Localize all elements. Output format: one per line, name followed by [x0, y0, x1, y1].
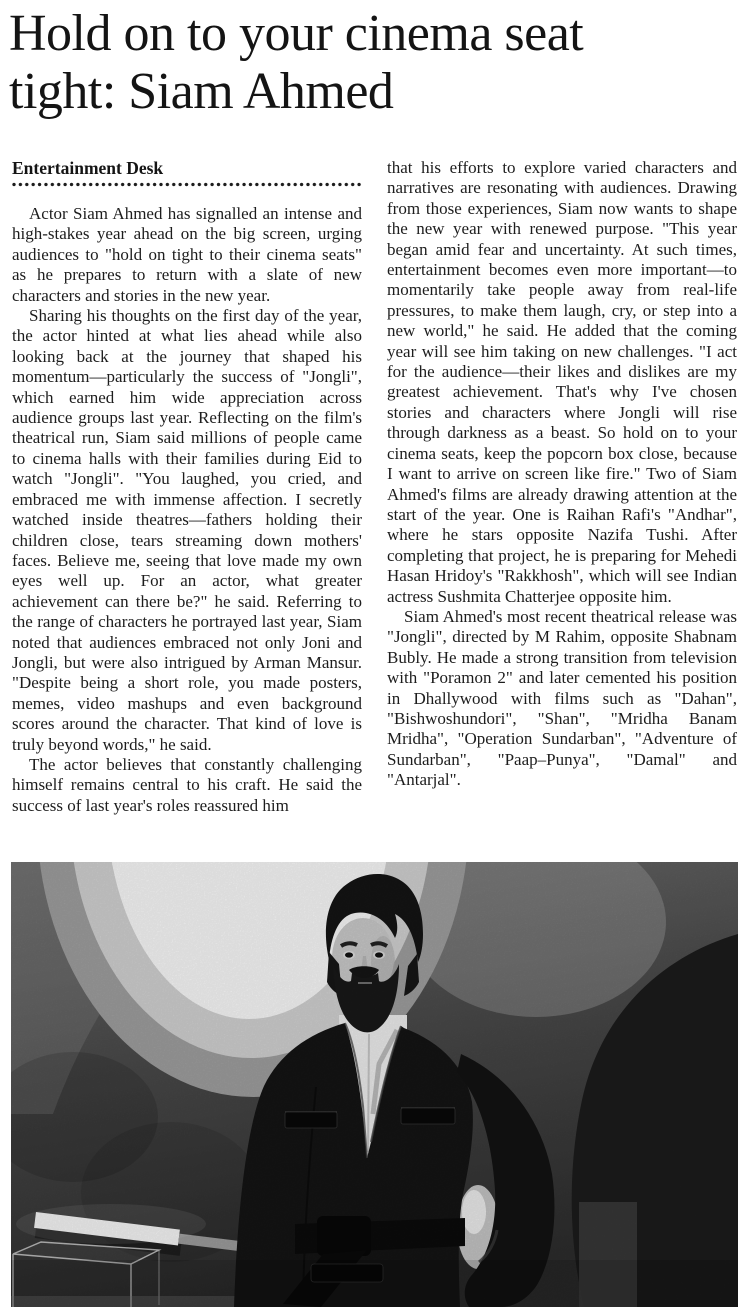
paragraph: The actor believes that constantly challenging himself remains central to his craft. He said the success of last year's roles reassured him: [12, 754, 362, 815]
paragraph: Siam Ahmed's most recent theatrical release was "Jongli", directed by M Rahim, opposite Shabnam Bubly. He made a strong transition from television with "Poramon 2" and later cemented his position in Dhallywood with films such as "Dahan", "Bishwoshundori", "Shan", "Mridha Banam Mridha", "Operation Sundarban", "Adventure of Sundarban", "Paap–Punya", "Damal" and "Antarjal".: [387, 606, 737, 790]
film-grain: [11, 862, 738, 1307]
article-body-left: [12, 204, 362, 816]
article-column-right: [387, 158, 737, 842]
paragraph: Actor Siam Ahmed has signalled an intense and high-stakes year ahead on the big screen, urging audiences to "hold on tight to their cinema seats" as he prepares to return with a slate of new characters and stories in the new year.: [12, 204, 362, 305]
dotted-rule: [12, 182, 362, 187]
paragraph: Sharing his thoughts on the first day of the year, the actor hinted at what lies ahead while also looking back at the journey that shaped his momentum—particularly the success of "Jongli", which earned him wide appreciation across audience groups last year. Reflecting on the film's theatrical run, Siam said millions of people came to cinema halls with their families during Eid to watch "Jongli". "You laughed, you cried, and embraced me with immense affection. I secretly watched inside theatres—fathers holding their children close, tears streaming down mothers' faces. Believe me, seeing that love made my own eyes well up. For an actor, what greater achievement can there be?" he said. Referring to the range of characters he portrayed last year, Siam noted that audiences embraced not only Joni and Jongli, but were also intrigued by Arman Mansur. "Despite being a short role, you made posters, memes, video mashups and even background scores around the character. That kind of love is truly beyond words," he said.: [12, 306, 362, 754]
article-column-left: [12, 158, 362, 842]
byline: Entertainment Desk: [12, 158, 164, 178]
siam-ahmed-photo-illustration: [11, 862, 738, 1307]
paragraph: that his efforts to explore varied characters and narratives are resonating with audiences. Drawing from those experiences, Siam now wants to shape the new year with renewed purpose. "This year began amid fear and uncertainty. At such times, entertainment becomes even more important—to momentarily take people away from real-life pressures, to make them laugh, cry, or step into a new world," he said. He added that the coming year will see him taking on new challenges. "I act for the audience—their likes and dislikes are my greatest achievement. That's why I've chosen stories and characters where Jongli will rise through darkness as a beast. So hold on to your cinema seats, keep the popcorn box close, because I want to arrive on screen like fire." Two of Siam Ahmed's films are already drawing attention at the start of the year. One is Raihan Rafi's "Andhar", where he stars opposite Nazifa Tushi. After completing that project, he is preparing for Mehedi Hasan Hridoy's "Rakkhosh", which will see Indian actress Sushmita Chatterjee opposite him.: [387, 158, 737, 606]
headline: Hold on to your cinema seat tight: Siam Ahmed: [9, 5, 584, 120]
article-photo: [11, 862, 738, 1307]
